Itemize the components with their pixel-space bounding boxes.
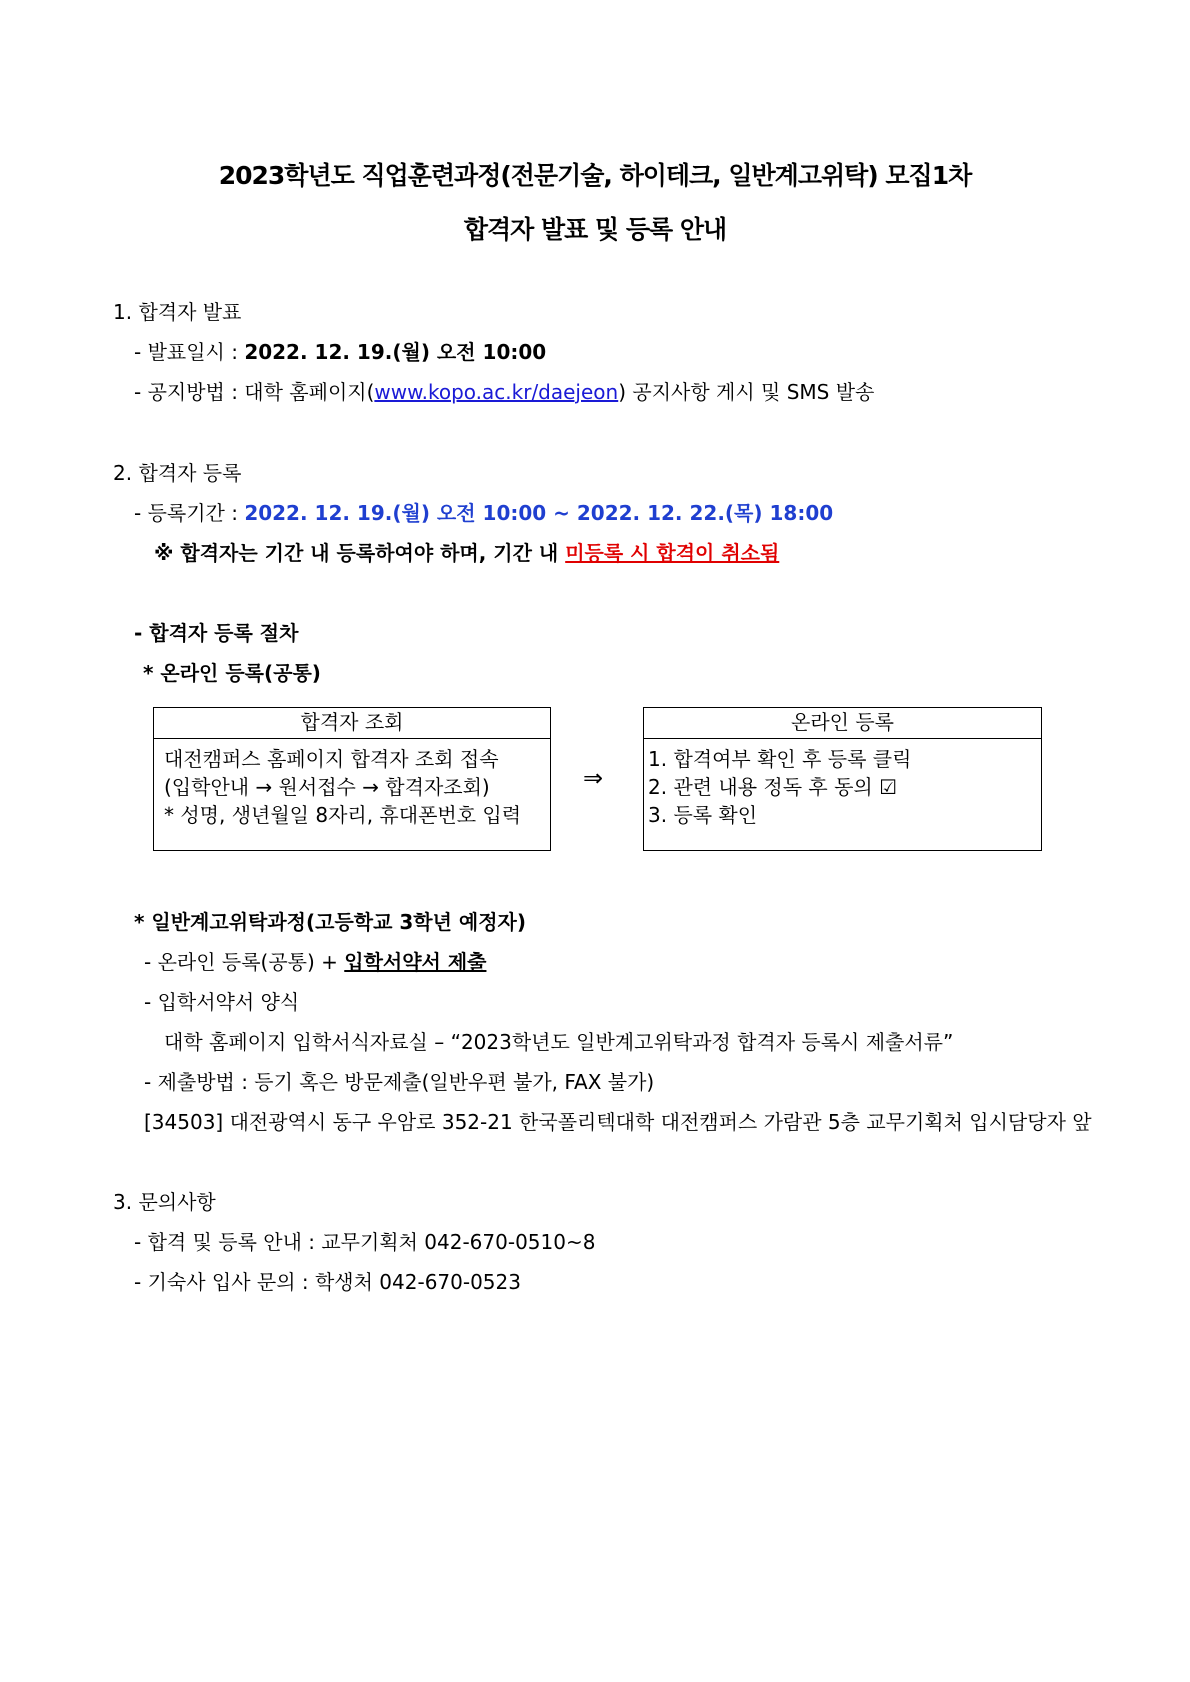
registration-note-prefix: ※ 합격자는 기간 내 등록하여야 하며, 기간 내: [154, 541, 566, 565]
section3-heading: 3. 문의사항: [113, 1190, 216, 1214]
box-online-registration: [643, 707, 1042, 851]
box-online-registration-header: 온라인 등록: [644, 708, 1041, 739]
box-check-results-line: * 성명, 생년월일 8자리, 휴대폰번호 입력: [164, 803, 522, 827]
contact-dormitory: - 기숙사 입사 문의 : 학생처 042-670-0523: [134, 1270, 521, 1294]
box-online-registration-line: 3. 등록 확인: [648, 803, 758, 827]
box-check-results-header: 합격자 조회: [154, 708, 550, 739]
mailing-address: [34503] 대전광역시 동구 우암로 352-21 한국폴리텍대학 대전캠퍼스 가람관 5층 교무기획처 입시담당자 앞: [144, 1110, 1092, 1134]
registration-period-value: 2022. 12. 19.(월) 오전 10:00 ~ 2022. 12. 22.(목) 18:00: [244, 501, 834, 525]
registration-warning: 미등록 시 합격이 취소됨: [565, 541, 780, 565]
box-check-results-body: [154, 739, 550, 835]
online-registration-heading: * 온라인 등록(공통): [143, 661, 321, 685]
box-check-results-line: (입학안내 → 원서접수 → 합격자조회): [164, 775, 490, 799]
flow-arrow-icon: ⇒: [583, 764, 604, 792]
general-course-line3: 대학 홈페이지 입학서식자료실 – “2023학년도 일반계고위탁과정 합격자 등록시 제출서류”: [164, 1030, 954, 1054]
announce-method-row: [134, 379, 874, 405]
document-title-line2: 합격자 발표 및 등록 안내: [463, 215, 727, 244]
box-online-registration-body: [644, 739, 1041, 835]
general-course-line1: [144, 949, 486, 975]
box-online-registration-line: 1. 합격여부 확인 후 등록 클릭: [648, 747, 912, 771]
registration-note: [154, 540, 779, 566]
box-check-results-line: 대전캠퍼스 홈페이지 합격자 조회 접속: [164, 747, 499, 771]
announce-date-label: - 발표일시 :: [134, 340, 245, 364]
homepage-link[interactable]: www.kopo.ac.kr/daejeon: [374, 380, 619, 404]
announce-method-tail: ) 공지사항 게시 및 SMS 발송: [618, 380, 875, 404]
section1-heading: 1. 합격자 발표: [113, 300, 242, 324]
announce-method-label: - 공지방법 : 대학 홈페이지(: [134, 380, 375, 404]
box-check-results: [153, 707, 551, 851]
registration-period-label: - 등록기간 :: [134, 501, 245, 525]
section2-heading: 2. 합격자 등록: [113, 461, 242, 485]
announce-date-value: 2022. 12. 19.(월) 오전 10:00: [244, 340, 547, 364]
announce-date-row: [134, 339, 546, 365]
box-online-registration-line: 2. 관련 내용 정독 후 동의 ☑: [648, 775, 898, 799]
registration-period-row: [134, 500, 833, 526]
general-line1-prefix: - 온라인 등록(공통) +: [144, 950, 345, 974]
contact-admission: - 합격 및 등록 안내 : 교무기획처 042-670-0510~8: [134, 1230, 596, 1254]
general-course-heading: * 일반계고위탁과정(고등학교 3학년 예정자): [134, 910, 526, 934]
procedure-heading: - 합격자 등록 절차: [134, 621, 299, 645]
document-title-line1: 2023학년도 직업훈련과정(전문기술, 하이테크, 일반계고위탁) 모집1차: [218, 161, 972, 190]
general-course-line4: - 제출방법 : 등기 혹은 방문제출(일반우편 불가, FAX 불가): [144, 1070, 655, 1094]
general-line1-emphasis: 입학서약서 제출: [344, 950, 487, 974]
general-course-line2: - 입학서약서 양식: [144, 990, 300, 1014]
